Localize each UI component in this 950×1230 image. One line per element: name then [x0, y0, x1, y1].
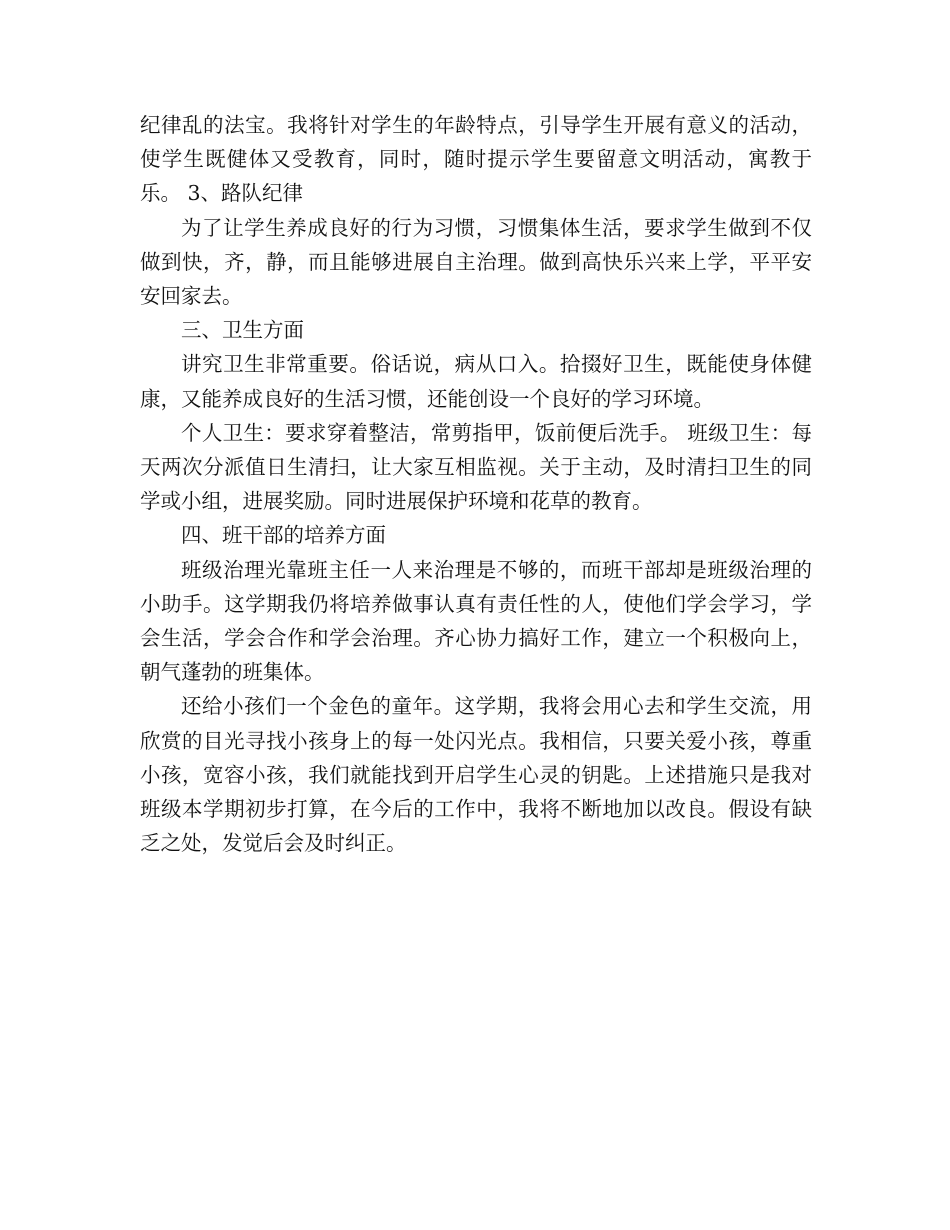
paragraph-closing: 还给小孩们一个金色的童年。这学期，我将会用心去和学生交流，用欣赏的目光寻找小孩身上的每一处闪光点。我相信，只要关爱小孩，尊重小孩，宽容小孩，我们就能找到开启学生心灵的钥匙。上述措施只是我对班级本学期初步打算，在今后的工作中，我将不断地加以改良。假设有缺乏之处，发觉后会及时纠正。 [140, 694, 812, 856]
paragraph-personal-class-hygiene: 个人卫生：要求穿着整洁，常剪指甲，饭前便后洗手。 班级卫生：每天两次分派值日生清扫，让大家互相监视。关于主动，及时清扫卫生的同学或小组，进展奖励。同时进展保护环境和花草的教育。 [140, 420, 812, 514]
heading-hygiene: 三、卫生方面 [181, 318, 304, 343]
heading-class-cadres: 四、班干部的培养方面 [181, 523, 386, 548]
document-body [140, 108, 812, 860]
paragraph-hygiene-importance: 讲究卫生非常重要。俗话说，病从口入。拾掇好卫生，既能使身体健康，又能养成良好的生活习惯，还能创设一个良好的学习环境。 [140, 352, 812, 411]
paragraph-class-cadres: 班级治理光靠班主任一人来治理是不够的，而班干部却是班级治理的小助手。这学期我仍将培养做事认真有责任性的人，使他们学会学习，学会生活，学会合作和学会治理。齐心协力搞好工作，建立一个积极向上，朝气蓬勃的班集体。 [140, 557, 812, 685]
paragraph-queue-discipline: 为了让学生养成良好的行为习惯，习惯集体生活，要求学生做到不仅做到快，齐，静，而且能够进展自主治理。做到高快乐兴来上学，平平安安回家去。 [140, 215, 812, 309]
paragraph-discipline-continued: 纪律乱的法宝。我将针对学生的年龄特点，引导学生开展有意义的活动，使学生既健体又受教育，同时，随时提示学生要留意文明活动，寓教于乐。 3、路队纪律 [140, 113, 812, 206]
